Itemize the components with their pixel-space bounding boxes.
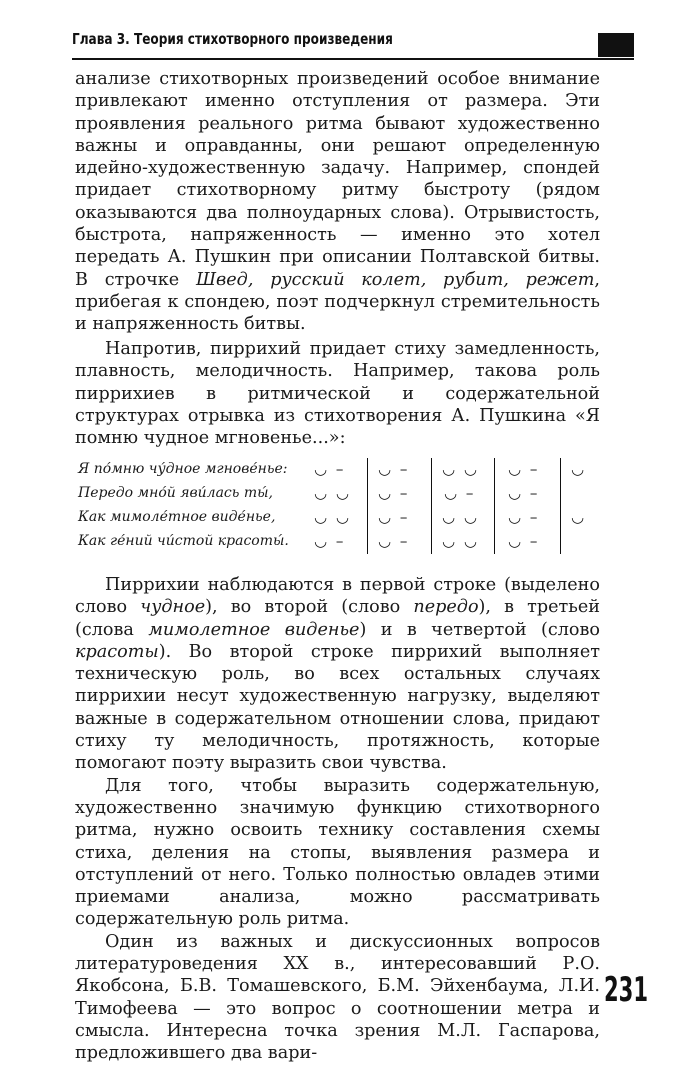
paragraph-text: Пиррихии наблюдаются в первой строке (выделено слово <box>75 575 600 618</box>
paragraph-text: анализе стихотворных произведений особое внимание привлекают именно отступления от размера. Эти проявления реального ритма бывают художественно важны и оправданны, они решают определенную идейно-художественную задачу. Например, спондей придает стихотворному ритму быстроту (рядом оказываются два полноударных слова). Отрывистость, быстрота, напряженность — именно это хотел передать А. Пушкин при описании Полтавской битвы. В строчке <box>75 69 600 290</box>
foot-divider <box>431 458 432 554</box>
foot-divider <box>560 458 561 554</box>
foot-mark: ◡ – <box>314 532 346 550</box>
page-number: 231 <box>604 970 649 1010</box>
foot-mark: ◡ – <box>378 460 410 478</box>
foot-mark: ◡ – <box>508 532 540 550</box>
verse-line-3: Как мимоле́тное виде́нье, <box>78 509 276 525</box>
foot-mark: ◡ – <box>378 508 410 526</box>
chapter-title: Глава 3. Теория стихотворного произведения <box>72 30 393 48</box>
foot-mark: ◡ – <box>378 484 410 502</box>
foot-mark: ◡ – <box>378 532 410 550</box>
paragraph-text: ), во второй (слово <box>205 597 414 618</box>
highlighted-word: мимолетное виденье <box>148 619 360 640</box>
paragraph-metre-meaning: Один из важных и дискуссионных вопросов литературоведения XX в., интересовавший Р.О. Якобсона, Б.В. Томашевского, Б.М. Эйхенбаума, Л.И. Тимофеева — это вопрос о соотношении метра и смысла. Интересна точка зрения М.Л. Гаспарова, предложившего два вари- <box>75 931 600 1064</box>
foot-mark: ◡ ◡ <box>442 532 479 550</box>
foot-mark: ◡ – <box>444 484 476 502</box>
metrical-scheme <box>78 458 598 554</box>
foot-mark: ◡ ◡ <box>314 484 351 502</box>
text-block-top <box>75 68 600 336</box>
paragraph-text: , прибегая к спондею, поэт подчеркнул стремительность и напряженность битвы. <box>75 269 600 335</box>
paragraph-pyrrhic: Напротив, пиррихий придает стиху замедленность, плавность, мелодичность. Например, такова роль пиррихиев в ритмической и содержательной структурах отрывка из стихотворения А. Пушкина «Я помню чудное мгновенье...»: <box>75 339 600 449</box>
foot-divider <box>367 458 368 554</box>
verse-line-4: Как ге́ний чи́стой красоты́. <box>78 533 289 549</box>
paragraph-text: ), в третьей (слова <box>75 597 601 640</box>
foot-mark: ◡ ◡ <box>442 460 479 478</box>
paragraph-text: ) и в четвертой (слово <box>359 619 600 640</box>
foot-mark: ◡ – <box>508 460 540 478</box>
verse-line-1: Я по́мню чу́дное мгнове́нье: <box>78 461 288 477</box>
foot-mark: ◡ <box>571 508 587 526</box>
running-header <box>72 28 634 60</box>
verse-line-2: Передо мно́й яви́лась ты́, <box>78 485 273 501</box>
foot-mark: ◡ ◡ <box>442 508 479 526</box>
foot-divider <box>494 458 495 554</box>
foot-mark: ◡ – <box>314 460 346 478</box>
highlighted-word: передо <box>413 597 479 618</box>
highlighted-word: красоты <box>75 641 159 662</box>
text-block-bottom <box>75 574 600 1065</box>
paragraph-spondee <box>75 68 600 336</box>
foot-mark: ◡ <box>571 460 587 478</box>
paragraph-technique: Для того, чтобы выразить содержательную, художественно значимую функцию стихотворного ритма, нужно освоить технику составления схемы стиха, деления на стопы, выявления размера и отступлений от него. Только полностью овладев этими приемами анализа, можно рассматривать содержательную роль ритма. <box>75 775 600 930</box>
paragraph-pyrrhic-analysis <box>75 574 600 775</box>
foot-mark: ◡ ◡ <box>314 508 351 526</box>
header-marker-block <box>598 33 634 57</box>
foot-mark: ◡ – <box>508 484 540 502</box>
highlighted-word: чудное <box>140 597 206 618</box>
text-block-pyrrhic <box>75 338 600 449</box>
quoted-verse: Швед, русский колет, рубит, режет <box>195 269 595 290</box>
foot-mark: ◡ – <box>508 508 540 526</box>
paragraph-text: ). Во второй строке пиррихий выполняет техническую роль, во всех остальных случаях пиррихии несут художественную нагрузку, выделяют важные в содержательном отношении слова, придают стиху ту мелодичность, протяжность, которые помогают поэту выразить свои чувства. <box>75 641 600 774</box>
